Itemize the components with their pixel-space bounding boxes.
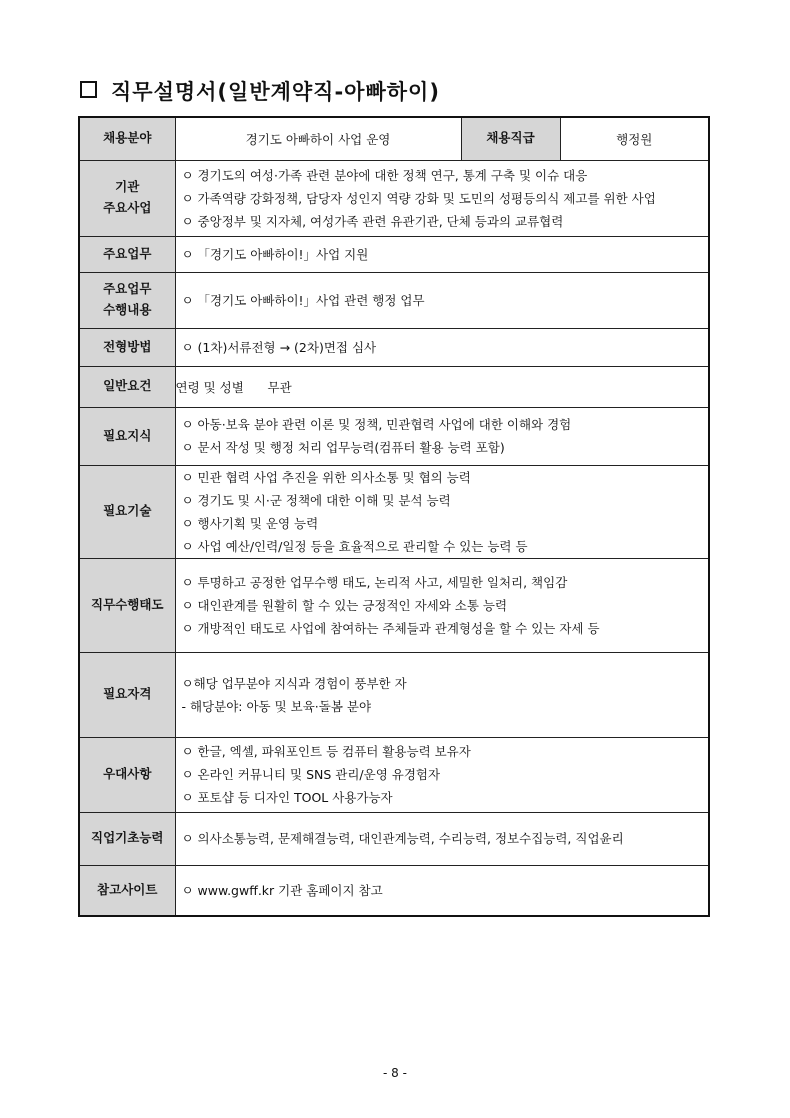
preference-item: ㅇ 온라인 커뮤니티 및 SNS 관리/운영 유경험자 xyxy=(181,767,441,782)
label-main-duty: 주요업무 xyxy=(79,236,175,272)
content-site xyxy=(175,865,709,916)
skills-item: ㅇ 경기도 및 시·군 정책에 대한 이해 및 분석 능력 xyxy=(181,492,451,508)
qualification-item: ㅇ해당 업무분야 지식과 경험이 풍부한 자 xyxy=(181,675,407,691)
preference-item: ㅇ 한글, 엑셀, 파워포인트 등 컴퓨터 활용능력 보유자 xyxy=(181,744,471,759)
content-attitude xyxy=(175,558,709,652)
requirement-sub-label: 연령 및 성별 xyxy=(175,379,244,395)
label-basic-ability: 직업기초능력 xyxy=(79,812,175,865)
requirement-inner xyxy=(176,367,709,407)
business-item: ㅇ 가족역량 강화정책, 담당자 성인지 역량 강화 및 도민의 성평등의식 제고를 위한 사업 xyxy=(181,190,656,206)
content-duty-detail xyxy=(175,272,709,328)
hollow-square-icon xyxy=(80,81,97,98)
value-grade: 행정원 xyxy=(560,117,709,160)
skills-item: ㅇ 행사기획 및 운영 능력 xyxy=(181,515,319,531)
job-description-table xyxy=(78,116,710,917)
label-duty-detail xyxy=(79,272,175,328)
duty-detail-item: ㅇ 「경기도 아빠하이!」사업 관련 행정 업무 xyxy=(181,292,425,308)
row-duty-detail xyxy=(79,272,709,328)
label-skills: 필요기술 xyxy=(79,465,175,558)
content-main-duty xyxy=(175,236,709,272)
label-knowledge: 필요지식 xyxy=(79,407,175,465)
row-process xyxy=(79,328,709,366)
content-preference xyxy=(175,737,709,812)
label-business-line1: 기관 xyxy=(115,179,140,195)
label-attitude: 직무수행태도 xyxy=(79,558,175,652)
content-requirement xyxy=(175,366,709,407)
document-title xyxy=(80,76,440,106)
attitude-item: ㅇ 대인관계를 원활히 할 수 있는 긍정적인 자세와 소통 능력 xyxy=(181,597,508,613)
label-site: 참고사이트 xyxy=(79,865,175,916)
label-business xyxy=(79,160,175,236)
row-knowledge xyxy=(79,407,709,465)
page-number: - 8 - xyxy=(383,1066,407,1080)
skills-item: ㅇ 사업 예산/인력/일정 등을 효율적으로 관리할 수 있는 능력 등 xyxy=(181,538,528,554)
label-business-line2: 주요사업 xyxy=(103,200,152,215)
content-qualification xyxy=(175,652,709,737)
site-item: ㅇ www.gwff.kr 기관 홈페이지 참고 xyxy=(181,882,383,898)
row-requirement xyxy=(79,366,709,407)
row-basic-ability xyxy=(79,812,709,865)
row-skills xyxy=(79,465,709,558)
label-grade: 채용직급 xyxy=(461,117,560,160)
row-site xyxy=(79,865,709,916)
row-qualification xyxy=(79,652,709,737)
main-duty-item: ㅇ 「경기도 아빠하이!」사업 지원 xyxy=(181,246,369,262)
row-attitude xyxy=(79,558,709,652)
content-skills xyxy=(175,465,709,558)
content-knowledge xyxy=(175,407,709,465)
content-business xyxy=(175,160,709,236)
knowledge-item: ㅇ 문서 작성 및 행정 처리 업무능력(컴퓨터 활용 능력 포함) xyxy=(181,440,505,455)
skills-item: ㅇ 민관 협력 사업 추진을 위한 의사소통 및 협의 능력 xyxy=(181,469,471,485)
row-main-duty xyxy=(79,236,709,272)
basic-ability-item: ㅇ 의사소통능력, 문제해결능력, 대인관계능력, 수리능력, 정보수집능력, 직업윤리 xyxy=(181,831,624,846)
requirement-sub-value: 무관 xyxy=(267,379,292,395)
content-process xyxy=(175,328,709,366)
document-title-text: 직무설명서(일반계약직-아빠하이) xyxy=(111,80,440,104)
row-preference xyxy=(79,737,709,812)
preference-item: ㅇ 포토샵 등 디자인 TOOL 사용가능자 xyxy=(181,790,393,805)
knowledge-item: ㅇ 아동·보육 분야 관련 이론 및 정책, 민관협력 사업에 대한 이해와 경험 xyxy=(181,417,572,432)
label-requirement: 일반요건 xyxy=(79,366,175,407)
qualification-item: - 해당분야: 아동 및 보육·돌봄 분야 xyxy=(181,698,372,714)
process-item: ㅇ (1차)서류전형 → (2차)면접 심사 xyxy=(181,339,377,355)
row-business xyxy=(79,160,709,236)
content-basic-ability xyxy=(175,812,709,865)
label-qualification: 필요자격 xyxy=(79,652,175,737)
business-item: ㅇ 중앙정부 및 지자체, 여성가족 관련 유관기관, 단체 등과의 교류협력 xyxy=(181,213,564,229)
label-field: 채용분야 xyxy=(79,117,175,160)
label-preference: 우대사항 xyxy=(79,737,175,812)
value-field: 경기도 아빠하이 사업 운영 xyxy=(175,117,461,160)
business-item: ㅇ 경기도의 여성·가족 관련 분야에 대한 정책 연구, 통계 구축 및 이슈 대응 xyxy=(181,167,588,183)
label-duty-detail-line2: 수행내용 xyxy=(103,302,152,317)
attitude-item: ㅇ 개방적인 태도로 사업에 참여하는 주체들과 관계형성을 할 수 있는 자세 등 xyxy=(181,620,600,636)
row-field xyxy=(79,117,709,160)
attitude-item: ㅇ 투명하고 공정한 업무수행 태도, 논리적 사고, 세밀한 일처리, 책임감 xyxy=(181,574,568,590)
label-process: 전형방법 xyxy=(79,328,175,366)
label-duty-detail-line1: 주요업무 xyxy=(103,281,152,297)
